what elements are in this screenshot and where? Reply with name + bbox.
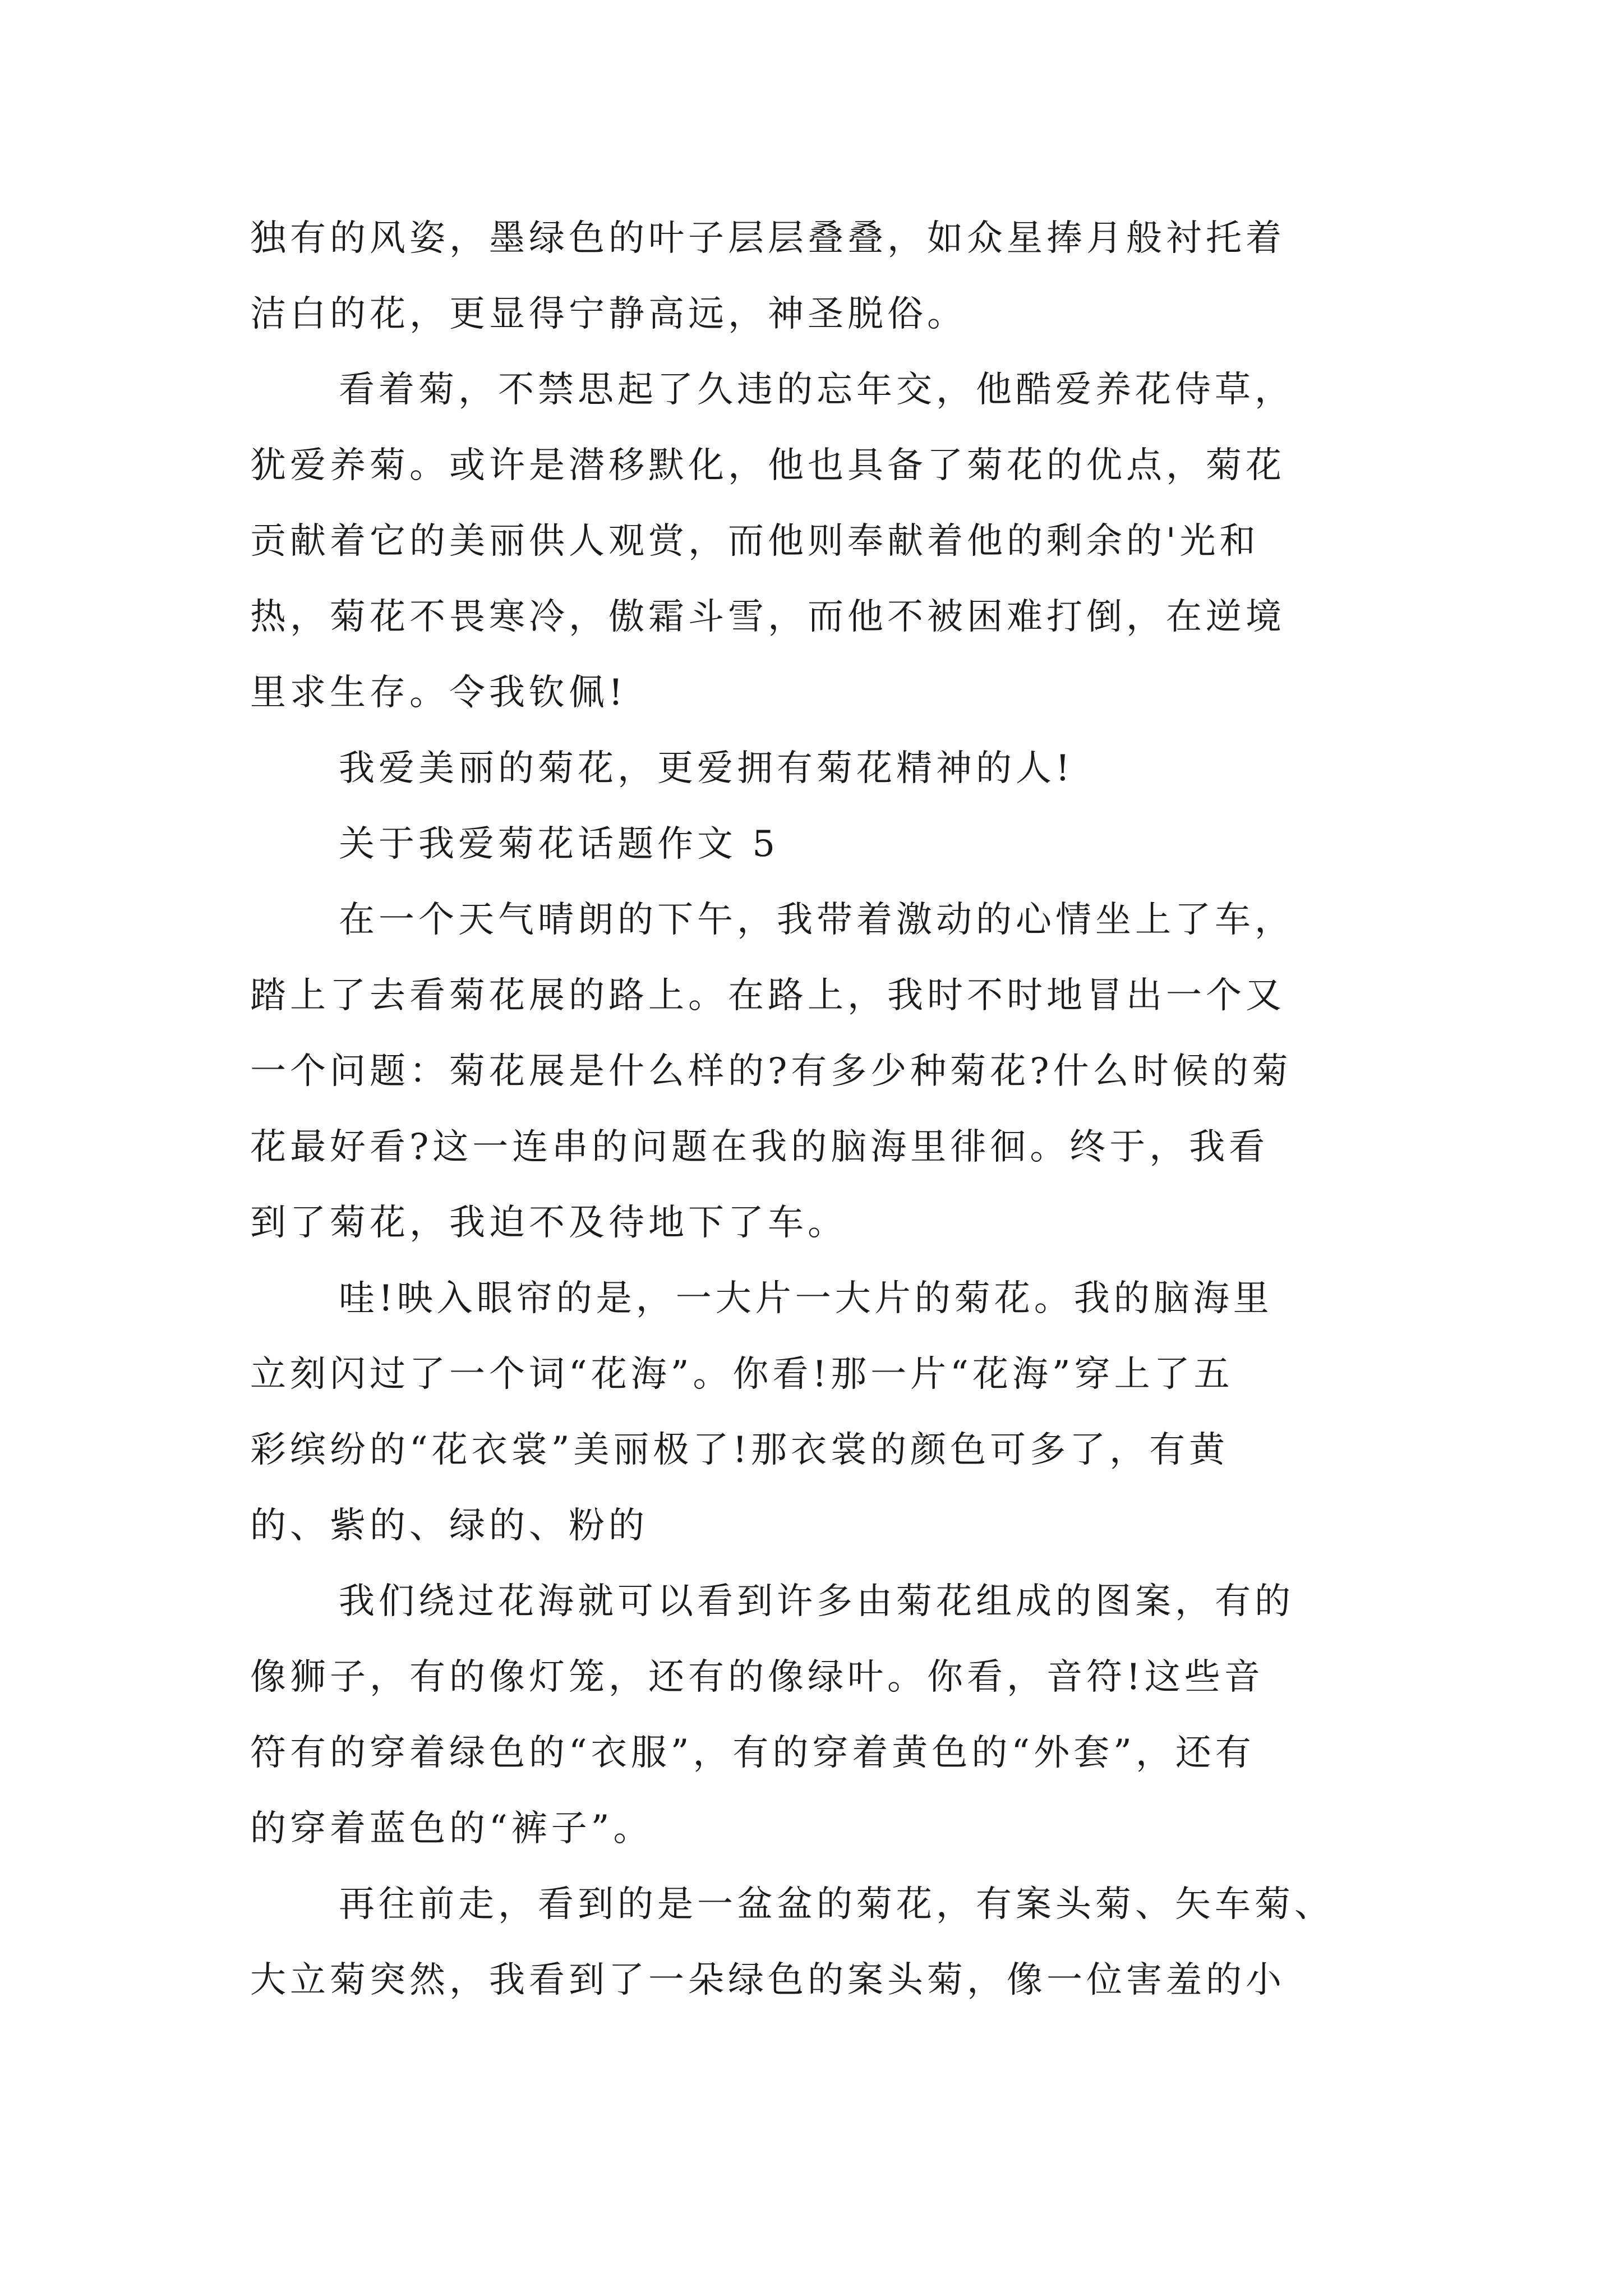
text-line: 踏上了去看菊花展的路上。在路上，我时不时地冒出一个又: [250, 975, 1285, 1016]
text-line: 的、紫的、绿的、粉的: [250, 1505, 648, 1547]
text-line: 热，菊花不畏寒冷，傲霜斗雪，而他不被困难打倒，在逆境: [250, 596, 1285, 638]
text-line: 里求生存。令我钦佩!: [250, 672, 627, 714]
paragraph-first-line: 再往前走，看到的是一盆盆的菊花，有案头菊、矢车菊、: [339, 1884, 1334, 1925]
section-heading: 关于我爱菊花话题作文 5: [339, 823, 780, 865]
paragraph-first-line: 我们绕过花海就可以看到许多由菊花组成的图案，有的: [339, 1581, 1294, 1622]
text-line: 洁白的花，更显得宁静高远，神圣脱俗。: [250, 293, 967, 335]
paragraph-first-line: 哇!映入眼帘的是，一大片一大片的菊花。我的脑海里: [339, 1278, 1273, 1319]
text-line: 到了菊花，我迫不及待地下了车。: [250, 1202, 847, 1244]
text-line: 贡献着它的美丽供人观赏，而他则奉献着他的剩余的'光和: [250, 521, 1260, 562]
text-line: 彩缤纷的“花衣裳”美丽极了!那衣裳的颜色可多了，有黄: [250, 1429, 1229, 1471]
text-line: 符有的穿着绿色的“衣服”，有的穿着黄色的“外套”，还有: [250, 1732, 1255, 1774]
text-line: 犹爱养菊。或许是潜移默化，他也具备了菊花的优点，菊花: [250, 445, 1285, 486]
text-line: 立刻闪过了一个词“花海”。你看!那一片“花海”穿上了五: [250, 1354, 1234, 1395]
text-line: 大立菊突然，我看到了一朵绿色的案头菊，像一位害羞的小: [250, 1959, 1285, 2001]
text-line: 花最好看?这一连串的问题在我的脑海里徘徊。终于，我看: [250, 1126, 1269, 1168]
text-line: 一个问题：菊花展是什么样的?有多少种菊花?什么时候的菊: [250, 1051, 1292, 1092]
text-line: 独有的风姿，墨绿色的叶子层层叠叠，如众星捧月般衬托着: [250, 218, 1285, 259]
text-line: 的穿着蓝色的“裤子”。: [250, 1808, 653, 1849]
text-line: 像狮子，有的像灯笼，还有的像绿叶。你看，音符!这些音: [250, 1657, 1264, 1698]
paragraph-first-line: 看着菊，不禁思起了久违的忘年交，他酷爱养花侍草，: [339, 369, 1294, 411]
paragraph-first-line: 我爱美丽的菊花，更爱拥有菊花精神的人!: [339, 748, 1074, 789]
paragraph-first-line: 在一个天气晴朗的下午，我带着激动的心情坐上了车，: [339, 899, 1294, 941]
